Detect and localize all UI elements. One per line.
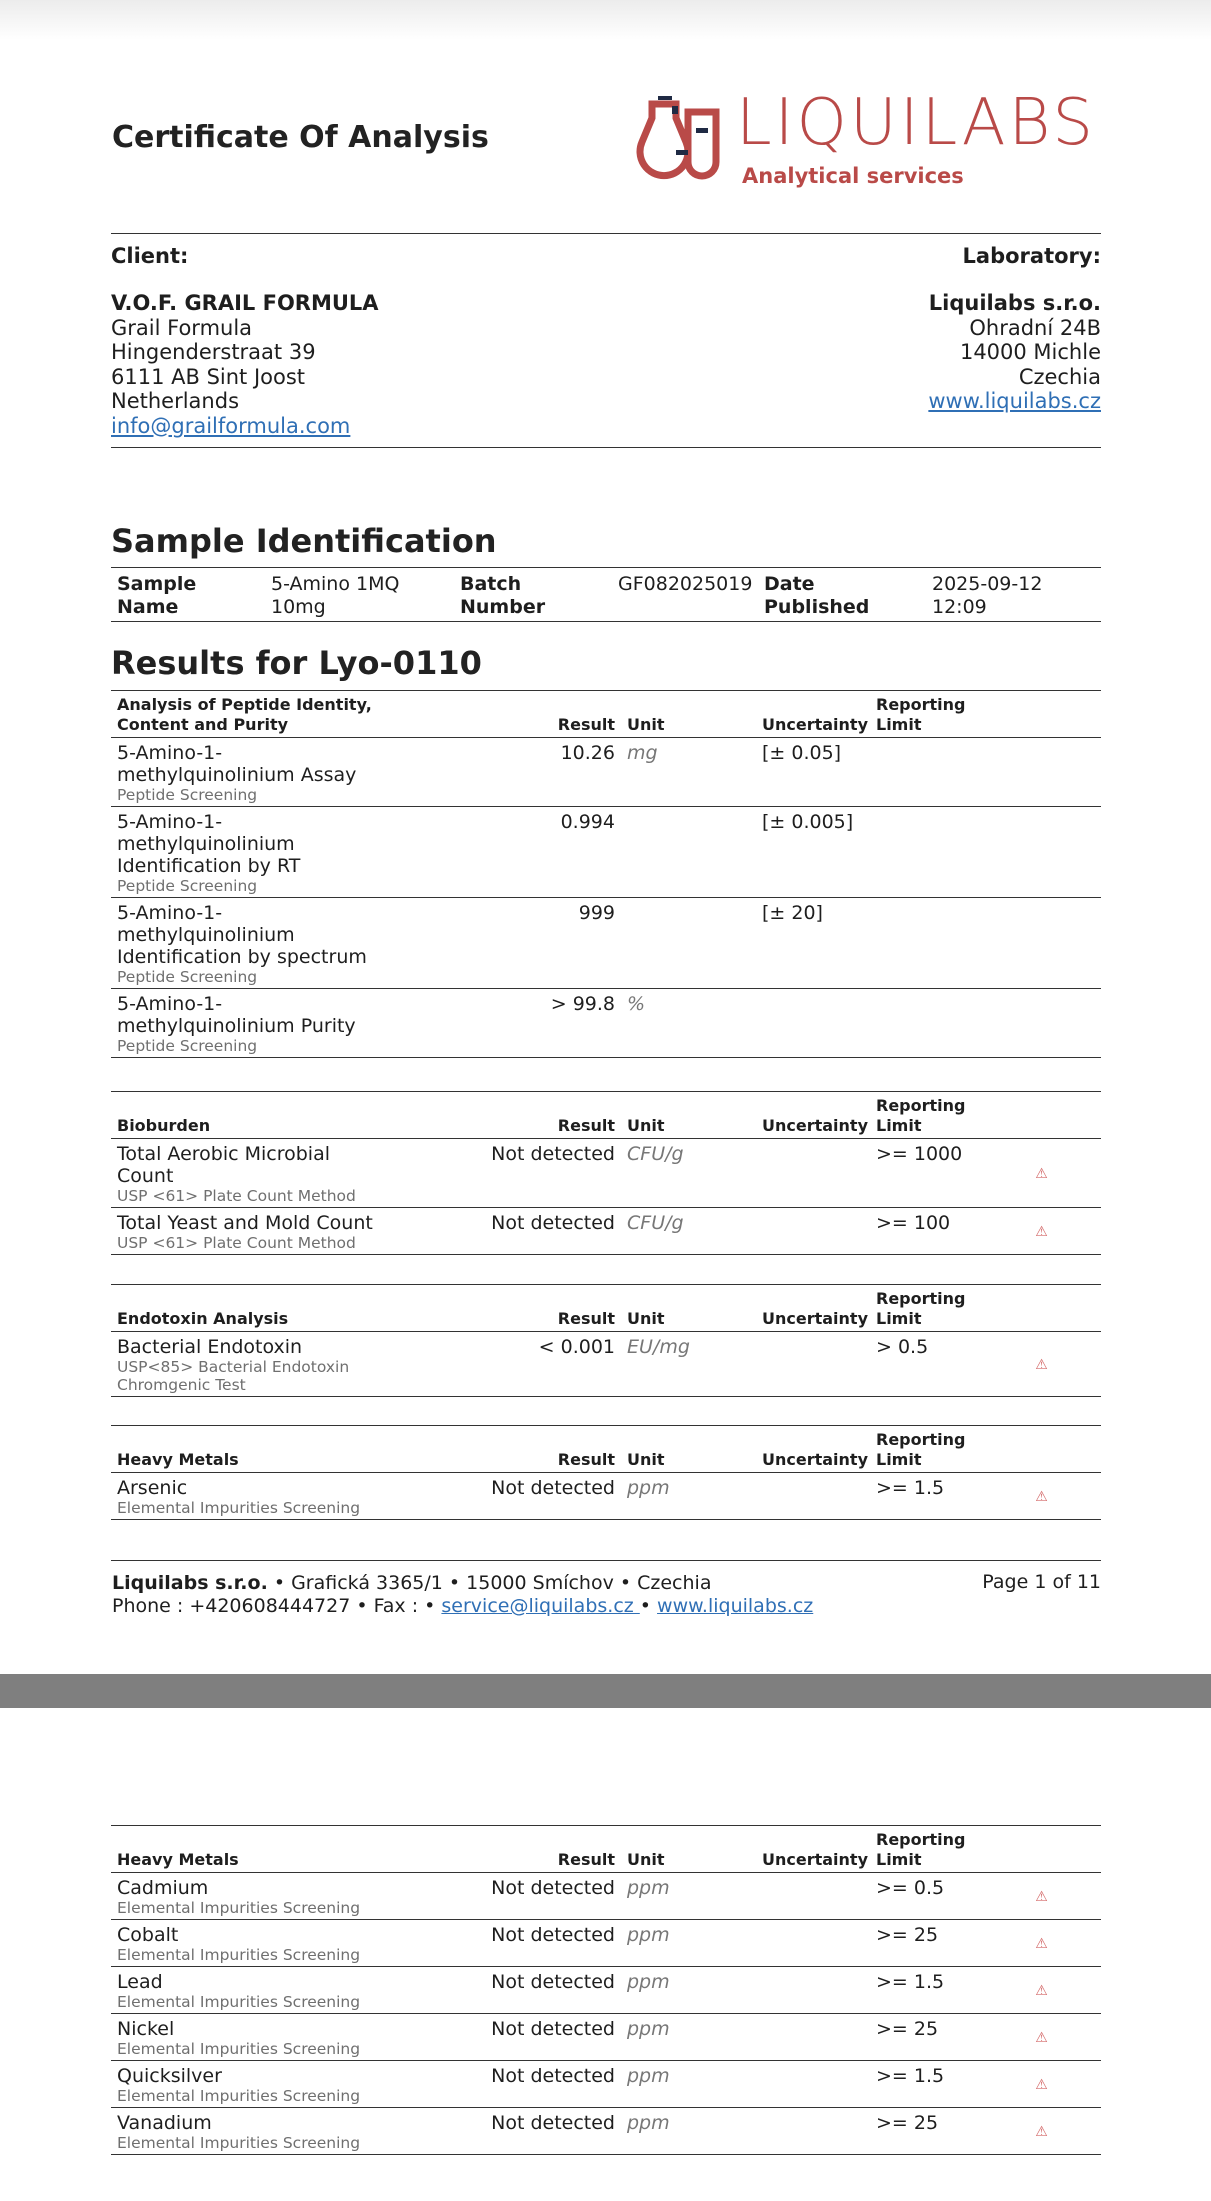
table-heading: Analysis of Peptide Identity, Content and Purity bbox=[111, 691, 381, 738]
uncertainty-value bbox=[756, 1920, 870, 1967]
unit-value: EU/mg bbox=[621, 1332, 756, 1397]
analyte-cell bbox=[111, 1473, 381, 1520]
uncertainty-value: [± 0.05] bbox=[756, 738, 870, 807]
analyte-cell bbox=[111, 1967, 381, 2014]
warning-column-header bbox=[982, 1426, 1101, 1473]
warning-icon: ⚠ bbox=[982, 1473, 1101, 1520]
warning-icon: ⚠ bbox=[982, 2061, 1101, 2108]
divider bbox=[111, 447, 1101, 448]
unit-value: ppm bbox=[621, 1920, 756, 1967]
client-line: Netherlands bbox=[111, 389, 240, 413]
results-table bbox=[111, 1825, 1101, 2155]
divider bbox=[111, 233, 1101, 234]
client-line: 6111 AB Sint Joost bbox=[111, 364, 306, 389]
warning-cell bbox=[982, 898, 1101, 989]
result-value: Not detected bbox=[381, 1967, 621, 2014]
reporting-limit-value bbox=[870, 898, 982, 989]
table-row bbox=[111, 1920, 1101, 1967]
result-value: Not detected bbox=[381, 1473, 621, 1520]
analyte-name: Lead bbox=[117, 1971, 163, 1993]
analyte-cell bbox=[111, 738, 381, 807]
laboratory-address bbox=[928, 291, 1101, 414]
logo-wordmark: LIQUILABS bbox=[736, 86, 1096, 160]
uncertainty-value bbox=[756, 1208, 870, 1255]
analyte-name: Cadmium bbox=[117, 1877, 209, 1899]
table-row bbox=[111, 989, 1101, 1058]
analyte-method: Peptide Screening bbox=[117, 786, 258, 804]
analyte-method: USP <61> Plate Count Method bbox=[117, 1234, 356, 1252]
analyte-name: Total Yeast and Mold Count bbox=[117, 1212, 373, 1234]
analyte-cell bbox=[111, 898, 381, 989]
analyte-method: Elemental Impurities Screening bbox=[117, 2040, 361, 2058]
analyte-name: Total Aerobic Microbial Count bbox=[117, 1143, 331, 1187]
result-value: < 0.001 bbox=[381, 1332, 621, 1397]
warning-icon: ⚠ bbox=[982, 1967, 1101, 2014]
results-table bbox=[111, 690, 1101, 1058]
logo-tagline: Analytical services bbox=[742, 164, 964, 188]
uncertainty-column-header: Uncertainty bbox=[756, 1285, 870, 1332]
unit-value: ppm bbox=[621, 2014, 756, 2061]
reporting-limit-column-header: Reporting Limit bbox=[870, 1285, 982, 1332]
date-published-label: Date Published bbox=[764, 573, 870, 618]
analyte-name: 5-Amino-1-methylquinolinium Purity bbox=[117, 993, 356, 1037]
reporting-limit-value: >= 1.5 bbox=[870, 2061, 982, 2108]
laboratory-heading: Laboratory: bbox=[962, 244, 1101, 268]
reporting-limit-column-header: Reporting Limit bbox=[870, 1826, 982, 1873]
laboratory-web-link[interactable]: www.liquilabs.cz bbox=[928, 389, 1101, 413]
document-title: Certificate Of Analysis bbox=[112, 120, 489, 155]
result-column-header: Result bbox=[381, 1285, 621, 1332]
analyte-cell bbox=[111, 989, 381, 1058]
analyte-cell bbox=[111, 2061, 381, 2108]
unit-value bbox=[621, 898, 756, 989]
result-value: 10.26 bbox=[381, 738, 621, 807]
footer-email-link[interactable]: service@liquilabs.cz bbox=[441, 1595, 640, 1617]
result-column-header: Result bbox=[381, 1426, 621, 1473]
table-row bbox=[111, 1473, 1101, 1520]
unit-column-header: Unit bbox=[621, 1826, 756, 1873]
analyte-cell bbox=[111, 2014, 381, 2061]
uncertainty-column-header: Uncertainty bbox=[756, 1826, 870, 1873]
result-value: Not detected bbox=[381, 2108, 621, 2155]
analyte-method: Elemental Impurities Screening bbox=[117, 1946, 361, 1964]
analyte-name: Arsenic bbox=[117, 1477, 188, 1499]
result-column-header: Result bbox=[381, 691, 621, 738]
divider bbox=[111, 1560, 1101, 1561]
uncertainty-value bbox=[756, 1967, 870, 2014]
footer-web-link[interactable]: www.liquilabs.cz bbox=[657, 1595, 814, 1617]
client-email-link[interactable]: info@grailformula.com bbox=[111, 413, 351, 438]
footer-company: Liquilabs s.r.o. bbox=[112, 1572, 268, 1594]
reporting-limit-value bbox=[870, 807, 982, 898]
footer-address: • Grafická 3365/1 • 15000 Smíchov • Czechia bbox=[267, 1572, 712, 1594]
reporting-limit-value: >= 1.5 bbox=[870, 1473, 982, 1520]
reporting-limit-column-header: Reporting Limit bbox=[870, 1092, 982, 1139]
liquilabs-logo bbox=[636, 86, 1102, 192]
client-name: V.O.F. GRAIL FORMULA bbox=[111, 291, 379, 315]
table-row bbox=[111, 1967, 1101, 2014]
uncertainty-value bbox=[756, 2014, 870, 2061]
analyte-cell bbox=[111, 1920, 381, 1967]
uncertainty-value bbox=[756, 989, 870, 1058]
table-row bbox=[111, 807, 1101, 898]
analyte-method: Elemental Impurities Screening bbox=[117, 2134, 361, 2152]
warning-icon: ⚠ bbox=[982, 2108, 1101, 2155]
result-value: Not detected bbox=[381, 2061, 621, 2108]
results-table bbox=[111, 1284, 1101, 1397]
result-value: 999 bbox=[381, 898, 621, 989]
uncertainty-column-header: Uncertainty bbox=[756, 1092, 870, 1139]
result-value: Not detected bbox=[381, 1208, 621, 1255]
reporting-limit-column-header: Reporting Limit bbox=[870, 1426, 982, 1473]
client-line: Grail Formula bbox=[111, 315, 253, 340]
analyte-name: Bacterial Endotoxin bbox=[117, 1336, 303, 1358]
analyte-method: USP <61> Plate Count Method bbox=[117, 1187, 356, 1205]
warning-column-header bbox=[982, 1826, 1101, 1873]
batch-number-value: GF082025019 bbox=[618, 573, 753, 595]
table-row bbox=[111, 898, 1101, 989]
unit-value: CFU/g bbox=[621, 1139, 756, 1208]
laboratory-name: Liquilabs s.r.o. bbox=[928, 291, 1101, 315]
unit-value: ppm bbox=[621, 2061, 756, 2108]
page-break bbox=[0, 1674, 1211, 1708]
result-value: > 99.8 bbox=[381, 989, 621, 1058]
analyte-name: 5-Amino-1-methylquinolinium Identification by spectrum bbox=[117, 902, 367, 968]
uncertainty-column-header: Uncertainty bbox=[756, 1426, 870, 1473]
unit-value: % bbox=[621, 989, 756, 1058]
warning-cell bbox=[982, 989, 1101, 1058]
reporting-limit-value: >= 1.5 bbox=[870, 1967, 982, 2014]
table-row bbox=[111, 1139, 1101, 1208]
table-heading: Endotoxin Analysis bbox=[111, 1285, 381, 1332]
uncertainty-value bbox=[756, 1139, 870, 1208]
analyte-method: Elemental Impurities Screening bbox=[117, 1993, 361, 2011]
laboratory-line: Ohradní 24B bbox=[969, 315, 1101, 340]
warning-icon: ⚠ bbox=[982, 1139, 1101, 1208]
analyte-name: Cobalt bbox=[117, 1924, 179, 1946]
analyte-name: Vanadium bbox=[117, 2112, 212, 2134]
result-value: Not detected bbox=[381, 2014, 621, 2061]
unit-value bbox=[621, 807, 756, 898]
flask-icon bbox=[636, 92, 726, 192]
analyte-name: Quicksilver bbox=[117, 2065, 222, 2087]
warning-column-header bbox=[982, 1092, 1101, 1139]
analyte-method: Elemental Impurities Screening bbox=[117, 1499, 361, 1517]
reporting-limit-column-header: Reporting Limit bbox=[870, 691, 982, 738]
analyte-name: 5-Amino-1-methylquinolinium Identification by RT bbox=[117, 811, 301, 877]
unit-column-header: Unit bbox=[621, 1426, 756, 1473]
warning-icon: ⚠ bbox=[982, 1208, 1101, 1255]
analyte-cell bbox=[111, 1332, 381, 1397]
laboratory-line: 14000 Michle bbox=[959, 340, 1101, 364]
results-title: Results for Lyo-0110 bbox=[111, 644, 482, 682]
reporting-limit-value bbox=[870, 989, 982, 1058]
date-published-value: 2025-09-12 12:09 bbox=[932, 573, 1043, 618]
uncertainty-value bbox=[756, 2061, 870, 2108]
unit-value: ppm bbox=[621, 1873, 756, 1920]
unit-column-header: Unit bbox=[621, 1285, 756, 1332]
reporting-limit-value bbox=[870, 738, 982, 807]
table-heading: Heavy Metals bbox=[111, 1426, 381, 1473]
reporting-limit-value: >= 0.5 bbox=[870, 1873, 982, 1920]
analyte-name: Nickel bbox=[117, 2018, 175, 2040]
analyte-method: Peptide Screening bbox=[117, 968, 258, 986]
uncertainty-value bbox=[756, 2108, 870, 2155]
analyte-method: Elemental Impurities Screening bbox=[117, 1899, 361, 1917]
table-row bbox=[111, 1332, 1101, 1397]
warning-icon: ⚠ bbox=[982, 1873, 1101, 1920]
table-heading: Heavy Metals bbox=[111, 1826, 381, 1873]
table-row bbox=[111, 2014, 1101, 2061]
warning-column-header bbox=[982, 1285, 1101, 1332]
batch-number-label: Batch Number bbox=[460, 573, 546, 618]
unit-value: ppm bbox=[621, 1967, 756, 2014]
results-table bbox=[111, 1425, 1101, 1520]
warning-icon: ⚠ bbox=[982, 2014, 1101, 2061]
client-heading: Client: bbox=[111, 244, 189, 268]
warning-column-header bbox=[982, 691, 1101, 738]
results-table bbox=[111, 1091, 1101, 1255]
table-row bbox=[111, 738, 1101, 807]
analyte-cell bbox=[111, 1873, 381, 1920]
analyte-method: Peptide Screening bbox=[117, 877, 258, 895]
analyte-cell bbox=[111, 1208, 381, 1255]
analyte-cell bbox=[111, 2108, 381, 2155]
uncertainty-column-header: Uncertainty bbox=[756, 691, 870, 738]
unit-value: mg bbox=[621, 738, 756, 807]
uncertainty-value bbox=[756, 1332, 870, 1397]
uncertainty-value: [± 20] bbox=[756, 898, 870, 989]
laboratory-line: Czechia bbox=[1018, 364, 1101, 389]
warning-icon: ⚠ bbox=[982, 1332, 1101, 1397]
sample-name-value: 5-Amino 1MQ 10mg bbox=[271, 573, 400, 618]
analyte-method: Elemental Impurities Screening bbox=[117, 2087, 361, 2105]
result-value: 0.994 bbox=[381, 807, 621, 898]
reporting-limit-value: >= 25 bbox=[870, 2108, 982, 2155]
footer bbox=[112, 1572, 813, 1618]
table-row bbox=[111, 1873, 1101, 1920]
warning-icon: ⚠ bbox=[982, 1920, 1101, 1967]
analyte-method: Peptide Screening bbox=[117, 1037, 258, 1055]
result-value: Not detected bbox=[381, 1139, 621, 1208]
unit-value: ppm bbox=[621, 2108, 756, 2155]
result-column-header: Result bbox=[381, 1826, 621, 1873]
unit-value: ppm bbox=[621, 1473, 756, 1520]
reporting-limit-value: >= 1000 bbox=[870, 1139, 982, 1208]
page-top-shadow bbox=[0, 0, 1211, 40]
client-address bbox=[111, 291, 379, 438]
warning-cell bbox=[982, 807, 1101, 898]
reporting-limit-value: > 0.5 bbox=[870, 1332, 982, 1397]
table-row bbox=[111, 2108, 1101, 2155]
unit-column-header: Unit bbox=[621, 691, 756, 738]
analyte-cell bbox=[111, 1139, 381, 1208]
table-heading: Bioburden bbox=[111, 1092, 381, 1139]
warning-cell bbox=[982, 738, 1101, 807]
page-number: Page 1 of 11 bbox=[982, 1571, 1101, 1593]
result-value: Not detected bbox=[381, 1873, 621, 1920]
footer-separator: • bbox=[639, 1595, 658, 1617]
unit-value: CFU/g bbox=[621, 1208, 756, 1255]
reporting-limit-value: >= 25 bbox=[870, 1920, 982, 1967]
uncertainty-value bbox=[756, 1473, 870, 1520]
uncertainty-value bbox=[756, 1873, 870, 1920]
unit-column-header: Unit bbox=[621, 1092, 756, 1139]
analyte-name: 5-Amino-1-methylquinolinium Assay bbox=[117, 742, 357, 786]
sample-identification-table bbox=[111, 567, 1101, 622]
reporting-limit-value: >= 25 bbox=[870, 2014, 982, 2061]
client-line: Hingenderstraat 39 bbox=[111, 340, 316, 364]
reporting-limit-value: >= 100 bbox=[870, 1208, 982, 1255]
analyte-method: USP<85> Bacterial Endotoxin Chromgenic Test bbox=[117, 1358, 350, 1394]
result-value: Not detected bbox=[381, 1920, 621, 1967]
analyte-cell bbox=[111, 807, 381, 898]
table-row bbox=[111, 1208, 1101, 1255]
sample-identification-title: Sample Identification bbox=[111, 522, 497, 560]
sample-name-label: Sample Name bbox=[117, 573, 197, 618]
footer-phone: Phone : +420608444727 • Fax : • bbox=[112, 1595, 442, 1617]
uncertainty-value: [± 0.005] bbox=[756, 807, 870, 898]
table-row bbox=[111, 2061, 1101, 2108]
result-column-header: Result bbox=[381, 1092, 621, 1139]
